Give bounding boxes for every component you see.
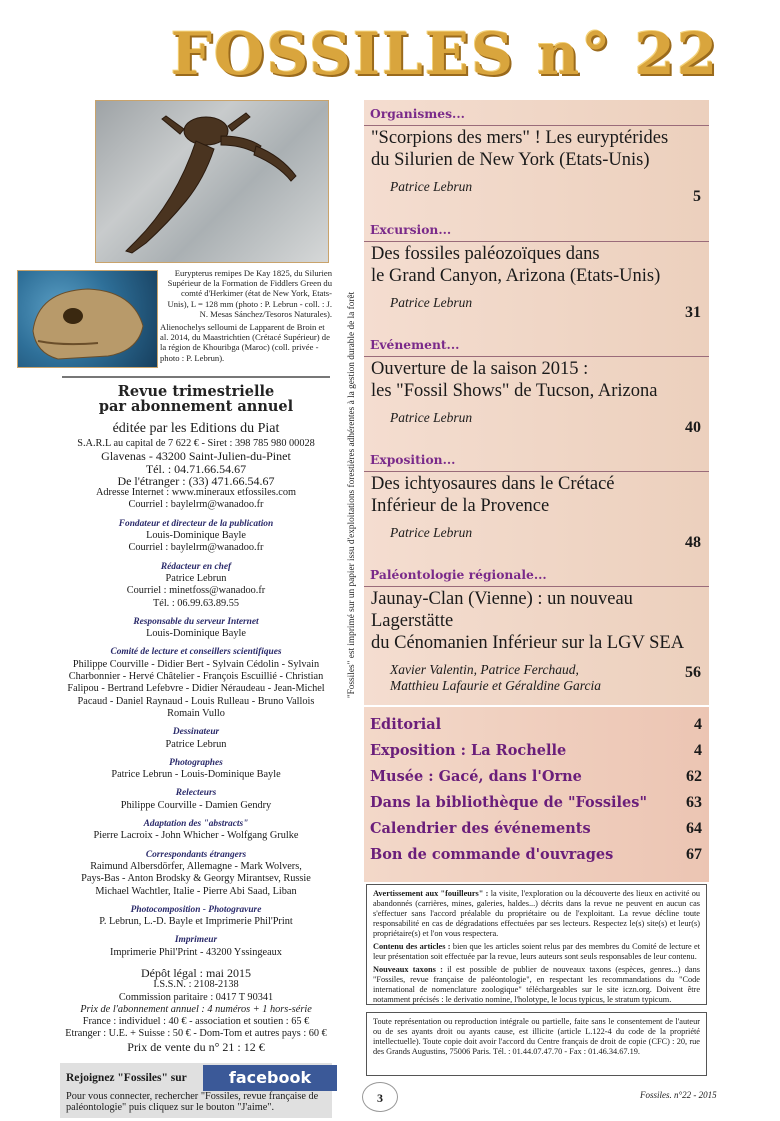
commission-line: Commission paritaire : 0417 T 90341 (118, 991, 274, 1003)
facebook-description: Pour vous connecter, rechercher "Fossiles, revue française de paléontologie" puis cliquez sur le bouton "J'aime". (66, 1090, 319, 1113)
tel-line: Tél. : 04.71.66.54.67 (145, 461, 247, 476)
notice-paragraph (373, 965, 700, 1005)
toc-rule (364, 125, 709, 126)
paper-notice-text: "Fossiles" est imprimé sur un papier issu d'exploitations forestières adhérentes à la gestion durable de la forêt (347, 291, 357, 699)
printer-name: Imprimerie Phil'Print - 43200 Yssingeaux (110, 946, 282, 958)
facebook-join-text: Rejoignez "Fossiles" sur (66, 1072, 187, 1084)
paper-notice-vertical (338, 110, 366, 880)
turtle-skull-photo (17, 270, 158, 368)
toc-section (364, 452, 709, 551)
toc-category: Organismes... (370, 106, 465, 121)
drawer-name: Patrice Lebrun (165, 738, 227, 750)
notice-text: il est possible de publier de nouveaux taxons (espèces, genres...) dans "Fossiles, revue française de paléontologie", en respectant les recommandations du "Code international de nomenclature zoologique" téléchargeables sur le site iczn.org. Doivent être notamment précisés : le derivatio nomine, l'holotype, le locus typicus, le stratum typicum. (373, 965, 700, 1004)
photocomp-names: P. Lebrun, L.-D. Bayle et Imprimerie Phil'Print (99, 916, 293, 928)
toc-rule (364, 586, 709, 587)
toc-page-number: 40 (685, 419, 701, 436)
toc-section (364, 222, 709, 321)
short-item-page: 4 (694, 716, 702, 733)
price-abroad: Etranger : U.E. + Suisse : 50 € - Dom-Tom et autres pays : 60 € (65, 1028, 327, 1040)
footer-issue-mark: Fossiles. n°22 - 2015 (640, 1090, 717, 1100)
short-item[interactable] (370, 846, 702, 863)
notice-paragraph (373, 942, 700, 962)
toc-title[interactable]: les "Fossil Shows" de Tucson, Arizona (371, 381, 658, 401)
short-item-page: 62 (686, 768, 702, 785)
chief-tel: Tél. : 06.99.63.89.55 (152, 597, 240, 609)
toc-author: Patrice Lebrun (390, 295, 473, 310)
turtle-skull-illustration (18, 271, 158, 368)
toc-page-number: 5 (693, 188, 701, 205)
toc-page-number: 31 (685, 304, 701, 321)
masthead-title: FOSSILES n° 22 (170, 20, 720, 88)
issn-line: I.S.S.N. : 2108-2138 (153, 979, 239, 991)
short-item-label: Editorial (370, 716, 442, 733)
toc-title[interactable]: le Grand Canyon, Arizona (Etats-Unis) (371, 266, 661, 286)
server-role: Responsable du serveur Internet (133, 616, 259, 627)
facebook-logo[interactable]: facebook (203, 1065, 337, 1091)
toc-page-number: 56 (685, 664, 701, 681)
short-items-list (364, 707, 709, 882)
proof-names: Philippe Courville - Damien Gendry (120, 799, 272, 811)
tel-abroad-line: De l'étranger : (33) 471.66.54.67 (117, 473, 275, 488)
short-item[interactable] (370, 768, 702, 785)
page-number: 3 (362, 1082, 398, 1112)
committee-line: Pacaud - Daniel Raynaud - Louis Rulleau - Bruno Vallois (77, 695, 315, 707)
photocomp-role: Photocomposition - Photogravure (130, 904, 262, 915)
credits-block (62, 420, 330, 1053)
foreign-line: Michael Wachtler, Italie - Pierre Abi Saad, Liban (95, 885, 297, 897)
server-name: Louis-Dominique Bayle (146, 628, 246, 640)
toc-title[interactable]: Inférieur de la Provence (371, 496, 550, 516)
short-item-label: Exposition : La Rochelle (370, 742, 567, 759)
chief-email: Courriel : minetfoss@wanadoo.fr (126, 585, 266, 597)
founder-email: Courriel : baylelrm@wanadoo.fr (128, 542, 264, 554)
table-of-contents (364, 100, 709, 705)
toc-section (364, 106, 709, 205)
photo1-caption: Eurypterus remipes De Kay 1825, du Silurien Supérieur de la Formation de Fiddlers Green du comté d'Herkimer (état de New York, Etats-Unis), L = 128 mm (photo : P. Lebrun - coll. : J. N. Mesas Sánchez/Tesoros Naturales). (167, 268, 332, 319)
publisher-line: éditée par les Editions du Piat (112, 421, 280, 436)
toc-title[interactable]: Des ichtyosaures dans le Crétacé (371, 474, 615, 494)
short-item[interactable] (370, 820, 702, 837)
toc-rule (364, 356, 709, 357)
foreign-line: Pays-Bas - Anton Brodsky & Georgy Mirantsev, Russie (81, 873, 311, 885)
abstracts-names: Pierre Lacroix - John Whicher - Wolfgang Grulke (93, 830, 299, 842)
committee-line: Romain Vullo (167, 707, 225, 719)
internet-line: Adresse Internet : www.mineraux etfossiles.com (95, 487, 297, 499)
toc-rule (364, 241, 709, 242)
notice-text: bien que les articles soient relus par des membres du Comité de lecture et leur présentation soit effectuée par la revue, leurs auteurs sont seuls responsables de leur contenu. (373, 942, 700, 961)
proof-role: Relecteurs (175, 788, 217, 799)
address-line: Glavenas - 43200 Saint-Julien-du-Pinet (101, 449, 291, 464)
foreign-role: Correspondants étrangers (145, 849, 247, 860)
toc-page-number: 48 (685, 534, 701, 551)
notice-label: Contenu des articles : (373, 942, 451, 951)
short-item-page: 64 (686, 820, 702, 837)
revue-line-1: Revue trimestrielle (117, 383, 275, 400)
short-item-label: Dans la bibliothèque de "Fossiles" (370, 794, 647, 811)
revue-header (62, 376, 330, 414)
toc-section (364, 567, 709, 694)
toc-title[interactable]: Des fossiles paléozoïques dans (371, 244, 600, 264)
chief-role: Rédacteur en chef (160, 561, 232, 572)
committee-line: Charbonnier - Hervé Châtelier - François Escuillié - Christian (68, 671, 324, 683)
committee-role: Comité de lecture et conseillers scientifiques (110, 647, 282, 658)
founder-role: Fondateur et directeur de la publication (118, 518, 274, 529)
foreign-line: Raimund Albersdörfer, Allemagne - Mark Wolvers, (90, 860, 302, 872)
toc-author: Patrice Lebrun (390, 525, 473, 540)
chief-name: Patrice Lebrun (165, 572, 227, 584)
eurypterid-fossil-photo (95, 100, 329, 263)
photo-names: Patrice Lebrun - Louis-Dominique Bayle (111, 769, 281, 781)
price-issue: Prix de vente du n° 21 : 12 € (127, 1039, 265, 1054)
notice-paragraph (373, 889, 700, 939)
committee-line: Philippe Courville - Didier Bert - Sylvain Cédolin - Sylvain (72, 658, 320, 670)
toc-title[interactable]: du Silurien de New York (Etats-Unis) (371, 150, 650, 170)
photo-role: Photographes (169, 757, 223, 768)
notice-label: Nouveaux taxons : (373, 965, 443, 974)
warnings-notice (366, 884, 707, 1005)
copyright-notice: Toute représentation ou reproduction intégrale ou partielle, faite sans le consentement de l'auteur ou de ses ayants droit ou ayants cause, est illicite (article L.122-4 du code de la propriété intellectuelle). Toute copie doit avoir l'accord du Centre français de droit de copie (CFC) : 20, rue des Grands Augustins, 75006 Paris. Tél. : 01.44.07.47.70 - Fax : 01.46.34.67.19. (366, 1012, 707, 1076)
toc-title[interactable]: "Scorpions des mers" ! Les euryptérides (371, 128, 669, 148)
toc-title[interactable]: Ouverture de la saison 2015 : (371, 359, 589, 379)
toc-section (364, 337, 709, 436)
sarl-line: S.A.R.L au capital de 7 622 € - Siret : 398 785 980 00028 (77, 438, 315, 449)
toc-author: Matthieu Lafaurie et Géraldine Garcia (390, 678, 601, 693)
toc-title[interactable]: du Cénomanien Inférieur sur la LGV SEA (371, 633, 685, 653)
short-item-label: Bon de commande d'ouvrages (370, 846, 614, 863)
short-item-page: 4 (694, 742, 702, 759)
founder-name: Louis-Dominique Bayle (146, 530, 246, 542)
email-line: Courriel : baylelrm@wanadoo.fr (128, 499, 264, 511)
short-item-page: 67 (686, 846, 702, 863)
short-item-label: Calendrier des événements (370, 820, 591, 837)
toc-category: Excursion... (370, 222, 452, 237)
legal-line: Dépôt légal : mai 2015 (141, 965, 251, 980)
price-france: France : individuel : 40 € - association et soutien : 65 € (82, 1016, 310, 1028)
notice-label: Avertissement aux "fouilleurs" : (373, 889, 489, 898)
facebook-box (60, 1063, 332, 1118)
eurypterid-illustration (96, 101, 329, 263)
toc-category: Evénement... (370, 337, 460, 352)
photo2-caption: Alienochelys selloumi de Lapparent de Broin et al. 2014, du Maastrichtien (Crétacé Supérieur) de la région de Khouribga (Maroc) (coll. privée - photo : P. Lebrun). (160, 322, 330, 363)
notice-text: la visite, l'exploration ou la découverte des lieux en activité ou abandonnés (carrières, mines, galeries, haldes...) décrits dans la revue ne peuvent en aucun cas s'effectuer sans l'accord préalable du propriétaire ou de l'exploitant. La revue décline toute responsabilité en cas de dégradations effectuées par ses lecteurs. Respectez le(s) site(s) et leur(s) propriétaire(s) et l'on vous respectera. (373, 889, 700, 938)
toc-rule (364, 471, 709, 472)
toc-author: Patrice Lebrun (390, 179, 473, 194)
toc-author: Patrice Lebrun (390, 410, 473, 425)
committee-line: Falipou - Bertrand Lefebvre - Didier Néraudeau - Jean-Michel (67, 683, 325, 695)
short-item[interactable] (370, 716, 702, 733)
short-item-label: Musée : Gacé, dans l'Orne (370, 768, 582, 785)
toc-title[interactable]: Jaunay-Clan (Vienne) : un nouveau Lagerstätte (371, 589, 633, 631)
short-item[interactable] (370, 742, 702, 759)
abstracts-role: Adaptation des "abstracts" (143, 819, 249, 830)
short-item-page: 63 (686, 794, 702, 811)
printer-role: Imprimeur (174, 935, 218, 946)
toc-category: Paléontologie régionale... (370, 567, 547, 582)
revue-line-2: par abonnement annuel (98, 398, 294, 415)
toc-category: Exposition... (370, 452, 456, 467)
toc-author: Xavier Valentin, Patrice Ferchaud, (390, 662, 579, 677)
short-item[interactable] (370, 794, 702, 811)
price-label: Prix de l'abonnement annuel : 4 numéros + 1 hors-série (80, 1003, 312, 1015)
drawer-role: Dessinateur (172, 727, 220, 738)
